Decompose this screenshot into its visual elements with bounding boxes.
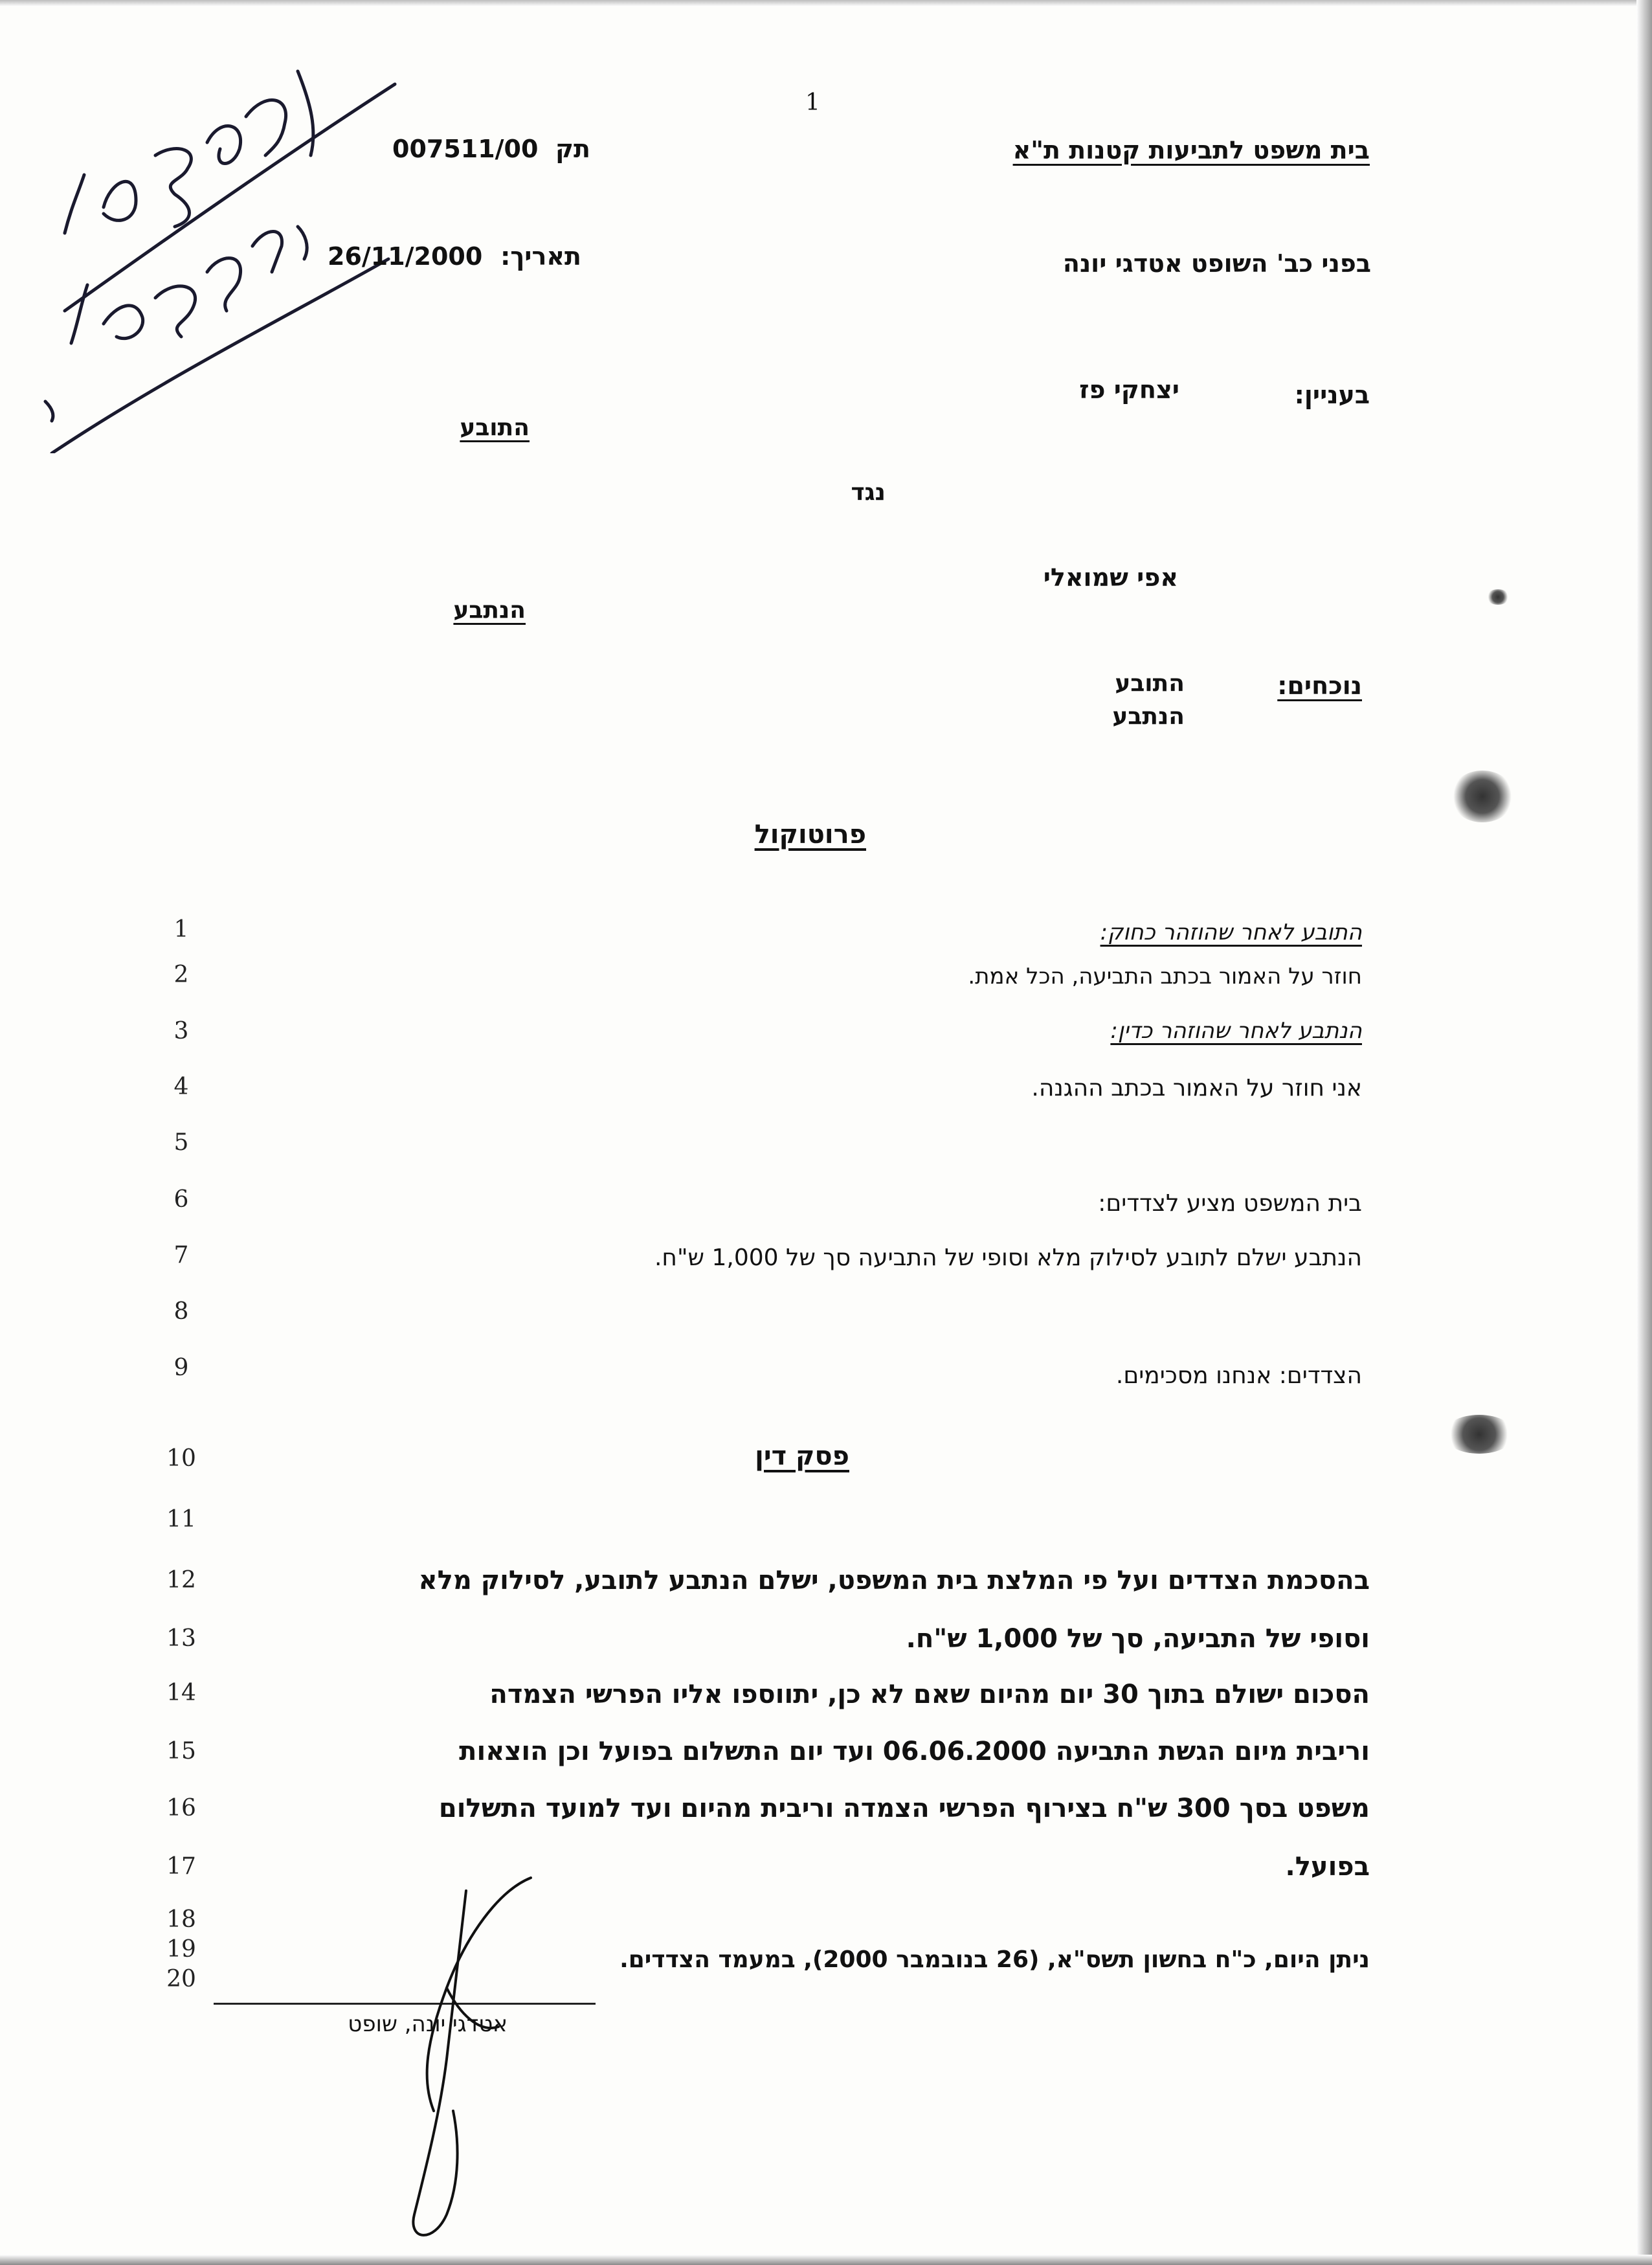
plaintiff-name: יצחקי פז bbox=[1079, 376, 1179, 404]
scan-blot bbox=[1450, 771, 1515, 822]
line-number: 17 bbox=[166, 1853, 196, 1880]
line-number: 4 bbox=[173, 1074, 189, 1100]
judge-name: אטדגי יונה, שופט bbox=[348, 2011, 508, 2037]
page-number: 1 bbox=[805, 89, 820, 116]
date-label: תאריך: bbox=[500, 242, 581, 271]
plaintiff-role: התובע bbox=[460, 414, 530, 441]
protocol-title: פרוטוקול bbox=[754, 820, 866, 850]
line-number: 19 bbox=[166, 1936, 196, 1963]
verdict-line: וריבית מיום הגשת התביעה 06.06.2000 ועד יום התשלום בפועל וכן הוצאות bbox=[459, 1737, 1370, 1766]
protocol-line-agreement: הצדדים: אנחנו מסכימים. bbox=[1115, 1362, 1362, 1389]
line-number: 10 bbox=[166, 1445, 196, 1472]
present-label: נוכחים: bbox=[1277, 671, 1362, 700]
scan-edge-top bbox=[0, 0, 1652, 6]
regarding-label: בעניין: bbox=[1294, 381, 1370, 409]
line-number: 3 bbox=[173, 1018, 189, 1044]
protocol-line-court-proposal: הנתבע ישלם לתובע לסילוק מלא וסופי של התביעה סך של 1,000 ש"ח. bbox=[654, 1245, 1362, 1271]
defendant-name: אפי שמואלי bbox=[1043, 563, 1178, 592]
line-number: 2 bbox=[173, 962, 189, 988]
verdict-line: משפט בסך 300 ש"ח בצירוף הפרשי הצמדה וריבית מהיום ועד למועד התשלום bbox=[438, 1794, 1370, 1823]
protocol-line: אני חוזר על האמור בכתב ההגנה. bbox=[1031, 1075, 1362, 1101]
present-second: הנתבע bbox=[1112, 703, 1185, 730]
scan-blot bbox=[1444, 1415, 1515, 1454]
present-first: התובע bbox=[1115, 670, 1185, 697]
line-number: 8 bbox=[173, 1298, 189, 1325]
line-number: 15 bbox=[166, 1738, 196, 1764]
line-number: 20 bbox=[166, 1966, 196, 1992]
defendant-role: הנתבע bbox=[453, 597, 526, 624]
line-number: 5 bbox=[173, 1129, 189, 1156]
given-line: ניתן היום, כ"ח בחשון תשס"א, (26 בנובמבר 2000), במעמד הצדדים. bbox=[620, 1946, 1370, 1973]
protocol-line-defendant-warned: הנתבע לאחר שהוזהר כדין: bbox=[1110, 1018, 1362, 1044]
verdict-line: הסכום ישולם בתוך 30 יום מהיום שאם לא כן, יתווספו אליו הפרשי הצמדה bbox=[489, 1680, 1370, 1709]
verdict-title: פסק דין bbox=[755, 1441, 849, 1471]
line-number: 13 bbox=[166, 1625, 196, 1652]
verdict-line: בפועל. bbox=[1285, 1852, 1370, 1882]
line-number: 12 bbox=[166, 1567, 196, 1594]
case-label: תק bbox=[555, 135, 590, 163]
scan-edge-right bbox=[1636, 0, 1652, 2265]
judge-signature bbox=[363, 1865, 557, 2253]
line-number: 7 bbox=[173, 1242, 189, 1268]
line-number: 11 bbox=[166, 1506, 196, 1533]
scan-edge-bottom bbox=[0, 2255, 1652, 2265]
verdict-line: וסופי של התביעה, סך של 1,000 ש"ח. bbox=[906, 1624, 1370, 1654]
line-number: 18 bbox=[166, 1906, 196, 1933]
line-number: 9 bbox=[173, 1355, 189, 1381]
line-number: 14 bbox=[166, 1680, 196, 1706]
protocol-line-plaintiff-warned: התובע לאחר שהוזהר כחוק: bbox=[1100, 919, 1362, 945]
line-number: 1 bbox=[173, 916, 189, 943]
judge-line: בפני כב' השופט אטדגי יונה bbox=[1062, 249, 1371, 278]
protocol-line: בית המשפט מציע לצדדים: bbox=[1098, 1190, 1362, 1217]
scan-blot bbox=[1486, 589, 1510, 605]
court-name: בית משפט לתביעות קטנות ת"א bbox=[1012, 136, 1370, 164]
case-number: 007511/00 bbox=[392, 135, 539, 163]
line-number: 16 bbox=[166, 1795, 196, 1821]
versus-label: נגד bbox=[851, 479, 886, 506]
protocol-line: חוזר על האמור בכתב התביעה, הכל אמת. bbox=[968, 963, 1362, 989]
date-value: 26/11/2000 bbox=[328, 242, 483, 271]
verdict-line: בהסכמת הצדדים ועל פי המלצת בית המשפט, ישלם הנתבע לתובע, לסילוק מלא bbox=[418, 1566, 1370, 1595]
line-number: 6 bbox=[173, 1186, 189, 1213]
